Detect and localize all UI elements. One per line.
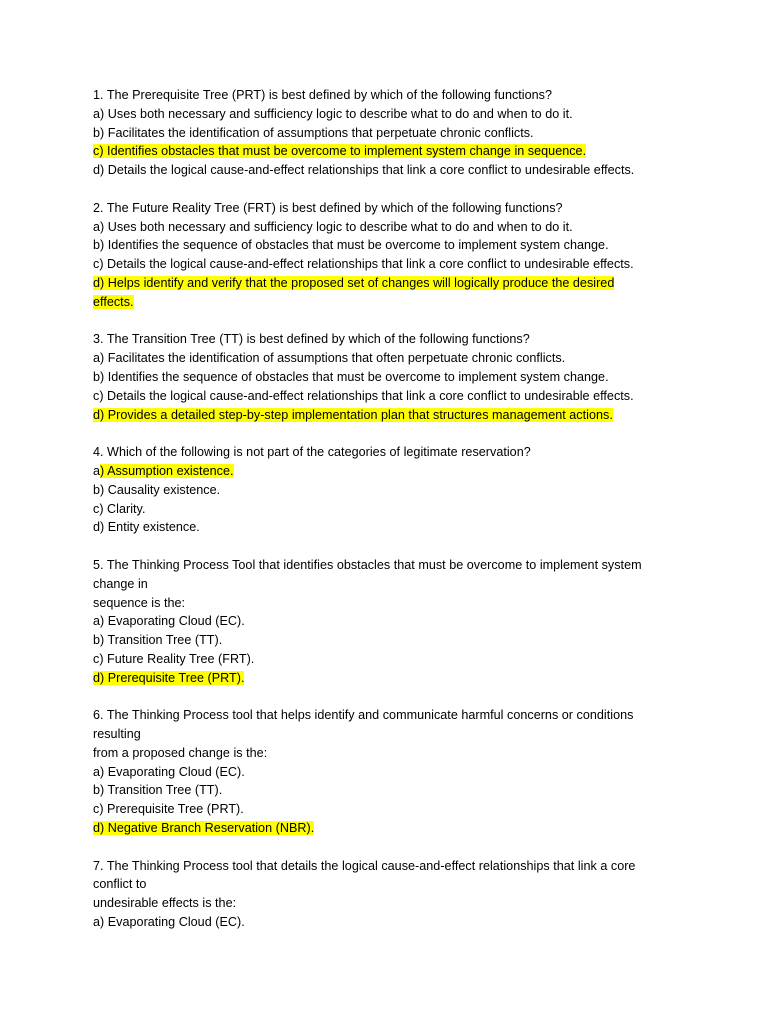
question-1-option-c-answer (93, 142, 693, 161)
question-6-stem-cont: resulting (93, 727, 141, 742)
quiz-content (93, 86, 693, 951)
question-5-option-c: c) Future Reality Tree (FRT). (93, 651, 255, 666)
question-7-stem-cont: conflict to (93, 877, 147, 892)
question-5-stem-cont: sequence is the: (93, 595, 186, 610)
question-2-option-d-answer (93, 274, 693, 293)
question-4-option-c: c) Clarity. (93, 501, 146, 516)
question-7-stem: 7. The Thinking Process tool that details the logical cause-and-effect relationships that link a core (93, 858, 636, 873)
question-2-option-c: c) Details the logical cause-and-effect relationships that link a core conflict to undesirable effects. (93, 257, 634, 272)
question-6-stem: 6. The Thinking Process tool that helps identify and communicate harmful concerns or conditions (93, 708, 634, 723)
answer-highlight: ) Assumption existence. (100, 463, 234, 478)
question-2-option-a: a) Uses both necessary and sufficiency logic to describe what to do and when to do it. (93, 219, 573, 234)
question-6-option-a: a) Evaporating Cloud (EC). (93, 764, 245, 779)
answer-highlight: d) Negative Branch Reservation (NBR). (93, 821, 315, 836)
question-5-stem-cont: change in (93, 576, 148, 591)
question-3-option-b: b) Identifies the sequence of obstacles that must be overcome to implement system change. (93, 369, 609, 384)
question-5-option-a: a) Evaporating Cloud (EC). (93, 614, 245, 629)
question-5-stem: 5. The Thinking Process Tool that identifies obstacles that must be overcome to implement system (93, 557, 642, 572)
question-2-stem: 2. The Future Reality Tree (FRT) is best defined by which of the following functions? (93, 200, 563, 215)
question-7 (93, 857, 693, 932)
answer-highlight: effects. (93, 294, 134, 309)
question-1-stem: 1. The Prerequisite Tree (PRT) is best defined by which of the following functions? (93, 88, 553, 102)
question-1 (93, 86, 693, 180)
option-letter: a (93, 463, 101, 478)
question-6-option-b: b) Transition Tree (TT). (93, 783, 223, 798)
answer-highlight: d) Helps identify and verify that the proposed set of changes will logically produce the desired (93, 275, 615, 290)
question-1-option-a: a) Uses both necessary and sufficiency logic to describe what to do and when to do it. (93, 106, 573, 121)
question-3-option-d-answer (93, 406, 693, 425)
question-4 (93, 443, 693, 537)
question-3-option-c: c) Details the logical cause-and-effect relationships that link a core conflict to undesirable effects. (93, 388, 634, 403)
question-6-option-d-answer (93, 819, 693, 838)
question-2-option-b: b) Identifies the sequence of obstacles that must be overcome to implement system change. (93, 238, 609, 253)
question-6 (93, 706, 693, 838)
question-4-option-b: b) Causality existence. (93, 482, 221, 497)
question-4-stem: 4. Which of the following is not part of the categories of legitimate reservation? (93, 445, 531, 460)
question-6-option-c: c) Prerequisite Tree (PRT). (93, 802, 244, 817)
question-2 (93, 199, 693, 312)
question-6-stem-cont: from a proposed change is the: (93, 745, 268, 760)
question-7-option-a: a) Evaporating Cloud (EC). (93, 915, 245, 930)
answer-highlight: c) Identifies obstacles that must be overcome to implement system change in sequence. (93, 144, 587, 159)
question-4-option-a-answer (93, 462, 693, 481)
question-1-option-b: b) Facilitates the identification of assumptions that perpetuate chronic conflicts. (93, 125, 534, 140)
answer-highlight: d) Prerequisite Tree (PRT). (93, 670, 245, 685)
question-5-option-d-answer (93, 669, 693, 688)
question-3-stem: 3. The Transition Tree (TT) is best defined by which of the following functions? (93, 332, 530, 347)
answer-highlight: d) Provides a detailed step-by-step implementation plan that structures management actions. (93, 407, 613, 422)
question-1-option-d: d) Details the logical cause-and-effect relationships that link a core conflict to undesirable effects. (93, 163, 635, 178)
question-2-option-d-answer-cont (93, 293, 693, 312)
question-5 (93, 556, 693, 688)
question-5-option-b: b) Transition Tree (TT). (93, 633, 223, 648)
question-4-option-d: d) Entity existence. (93, 520, 200, 535)
question-3-option-a: a) Facilitates the identification of assumptions that often perpetuate chronic conflicts. (93, 351, 566, 366)
question-3 (93, 330, 693, 424)
question-7-stem-cont: undesirable effects is the: (93, 896, 237, 911)
